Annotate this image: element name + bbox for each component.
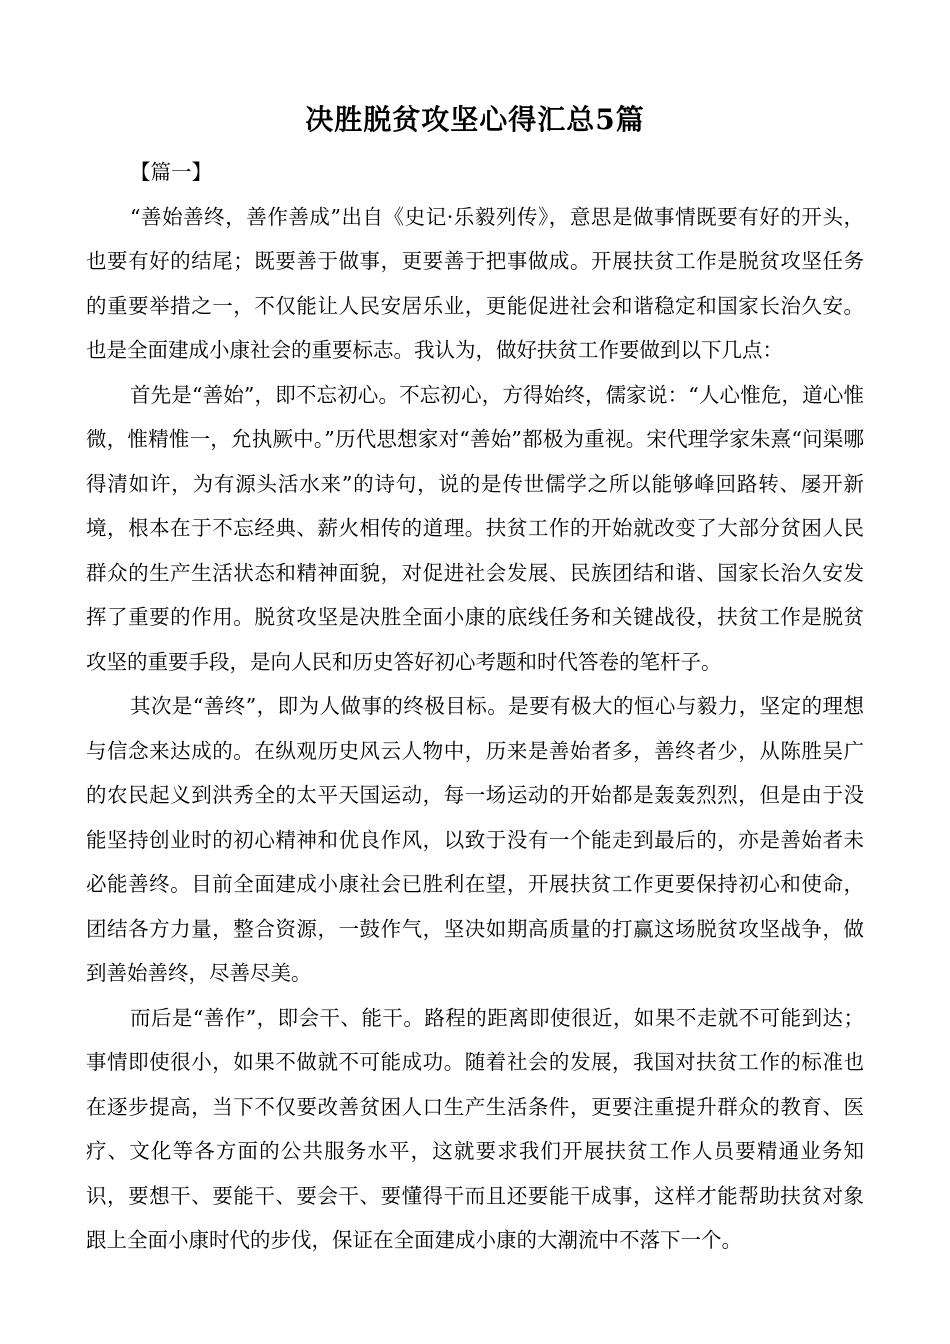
paragraph-shanzhong: 其次是“善终”，即为人做事的终极目标。是要有极大的恒心与毅力，坚定的理想与信念来达成的。在纵观历史风云人物中，历来是善始者多，善终者少，从陈胜吴广的农民起义到洪秀全的太平天国运动，每一场运动的开始都是轰轰烈烈，但是由于没能坚持创业时的初心精神和优良作风，以致于没有一个能走到最后的，亦是善始者未必能善终。目前全面建成小康社会已胜利在望，开展扶贫工作更要保持初心和使命，团结各方力量，整合资源，一鼓作气，坚决如期高质量的打赢这场脱贫攻坚战争，做到善始善终，尽善尽美。 bbox=[86, 694, 864, 985]
document-body bbox=[86, 150, 864, 1263]
section-label: 【篇一】 bbox=[130, 160, 212, 184]
paragraph-shanshi: 首先是“善始”，即不忘初心。不忘初心，方得始终，儒家说：“人心惟危，道心惟微，惟精惟一，允执厥中。”历代思想家对“善始”都极为重视。宋代理学家朱熹“问渠哪得清如许，为有源头活水来”的诗句，说的是传世儒学之所以能够峰回路转、屡开新境，根本在于不忘经典、薪火相传的道理。扶贫工作的开始就改变了大部分贫困人民群众的生产生活状态和精神面貌，对促进社会发展、民族团结和谐、国家长治久安发挥了重要的作用。脱贫攻坚是决胜全面小康的底线任务和关键战役，扶贫工作是脱贫攻坚的重要手段，是向人民和历史答好初心考题和时代答卷的笔杆子。 bbox=[86, 382, 864, 674]
paragraph-shanzuo: 而后是“善作”，即会干、能干。路程的距离即使很近，如果不走就不可能到达；事情即使很小，如果不做就不可能成功。随着社会的发展，我国对扶贫工作的标准也在逐步提高，当下不仅要改善贫困人口生产生活条件，更要注重提升群众的教育、医疗、文化等各方面的公共服务水平，这就要求我们开展扶贫工作人员要精通业务知识，要想干、要能干、要会干、要懂得干而且还要能干成事，这样才能帮助扶贫对象跟上全面小康时代的步伐，保证在全面建成小康的大潮流中不落下一个。 bbox=[86, 1005, 864, 1252]
document-title: 决胜脱贫攻坚心得汇总5篇 bbox=[305, 103, 645, 136]
paragraph-intro: “善始善终，善作善成”出自《史记·乐毅列传》，意思是做事情既要有好的开头，也要有好的结尾；既要善于做事，更要善于把事做成。开展扶贫工作是脱贫攻坚任务的重要举措之一，不仅能让人民安居乐业，更能促进社会和谐稳定和国家长治久安。也是全面建成小康社会的重要标志。我认为，做好扶贫工作要做到以下几点： bbox=[86, 204, 864, 362]
